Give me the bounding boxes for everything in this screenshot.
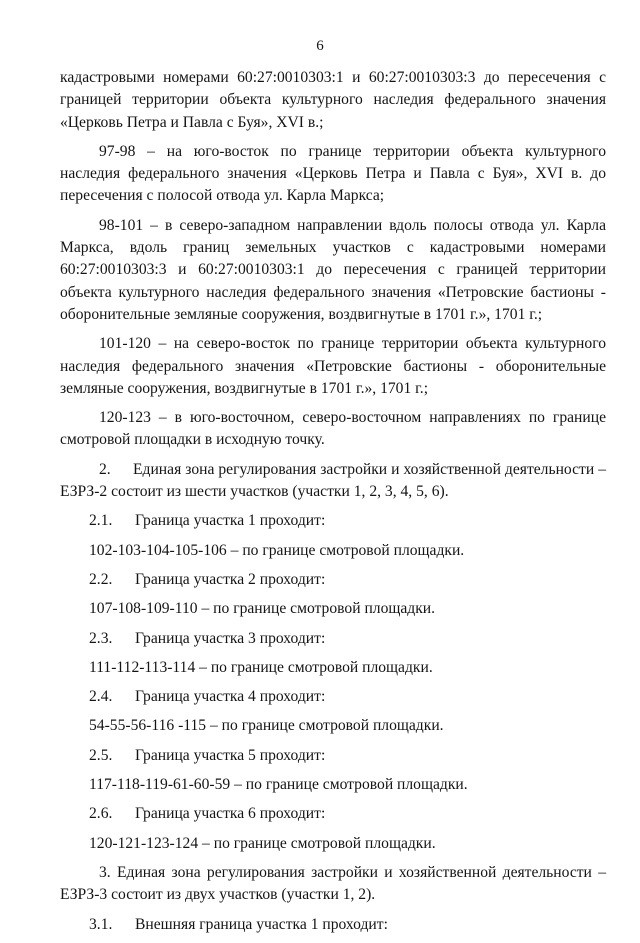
subsection-route: 54-55-56-116 -115 – по границе смотровой площадки. xyxy=(89,717,444,735)
section-2-heading-text: Единая зона регулирования застройки и хозяйственной деятельности – xyxy=(133,460,606,478)
subsection-heading xyxy=(60,745,606,767)
paragraph-segment-101-120: 101-120 – на северо-восток по границе территории объекта культурного наследия федерального значения «Петровские бастионы - оборонительные земляные сооружения, воздвигнутые в 1701 г.», 1701 г.; xyxy=(60,335,606,397)
subsection-2-6 xyxy=(60,803,606,855)
subsection-route: 102-103-104-105-106 – по границе смотровой площадки. xyxy=(89,541,465,559)
subsection-title: Внешняя граница участка 1 проходит: xyxy=(135,915,388,933)
paragraph-segment-97-98: 97-98 – на юго-восток по границе территории объекта культурного наследия федерального значения «Церковь Петра и Павла с Буя», XVI в. до пересечения с полосой отвода ул. Карла Маркса; xyxy=(60,142,606,205)
section-2-continuation: ЕЗРЗ-2 состоит из шести участков (участки 1, 2, 3, 4, 5, 6). xyxy=(60,483,449,501)
subsection-title: Граница участка 6 проходит: xyxy=(135,805,326,823)
paragraph-segment-98-101: 98-101 – в северо-западном направлении вдоль полосы отвода ул. Карла Маркса, вдоль границ земельных участков с кадастровыми номерами 60:27:0010303:3 и 60:27:0010303:1 до пересечения с границей территории объекта культурного наследия федерального значения «Петровские бастионы - оборонительные земляные сооружения, воздвигнутые в 1701 г.», 1701 г.; xyxy=(60,216,606,323)
subsection-title: Граница участка 2 проходит: xyxy=(135,570,326,588)
subsection-2-5 xyxy=(60,745,606,797)
document-body xyxy=(60,67,606,943)
subsection-title: Граница участка 3 проходит: xyxy=(135,629,326,647)
subsection-title: Граница участка 5 проходит: xyxy=(135,746,326,764)
subsection-number: 2.3. xyxy=(89,629,113,647)
section-2-heading xyxy=(60,459,606,481)
subsection-route: 107-108-109-110 – по границе смотровой площадки. xyxy=(89,600,436,618)
subsection-route: 111-112-113-114 – по границе смотровой площадки. xyxy=(89,658,433,676)
page-number: 6 xyxy=(316,38,324,54)
subsection-title: Граница участка 4 проходит: xyxy=(135,688,326,706)
subsection-number: 2.5. xyxy=(89,746,113,764)
section-3-paragraph: 3. Единая зона регулирования застройки и хозяйственной деятельности – ЕЗРЗ-3 состоит из двух участков (участки 1, 2). xyxy=(60,863,606,904)
subsection-heading xyxy=(60,803,606,825)
subsection-heading xyxy=(60,628,606,650)
section-2-number: 2. xyxy=(99,460,111,478)
subsection-title: Граница участка 1 проходит: xyxy=(135,512,326,530)
subsection-2-1 xyxy=(60,510,606,562)
subsection-number: 2.4. xyxy=(89,688,113,706)
paragraph-segment-120-123: 120-123 – в юго-восточном, северо-восточном направлениях по границе смотровой площадки в исходную точку. xyxy=(60,409,606,449)
subsection-2-3 xyxy=(60,628,606,680)
subsection-2-2 xyxy=(60,569,606,621)
subsection-3-1-heading xyxy=(60,914,606,936)
subsection-2-4 xyxy=(60,686,606,738)
subsection-heading xyxy=(60,569,606,591)
subsection-route: 120-121-123-124 – по границе смотровой площадки. xyxy=(89,834,436,852)
subsection-heading xyxy=(60,686,606,708)
subsection-number: 3.1. xyxy=(89,915,113,933)
subsection-number: 2.1. xyxy=(89,512,113,530)
subsection-number: 2.2. xyxy=(89,570,113,588)
subsection-route: 117-118-119-61-60-59 – по границе смотровой площадки. xyxy=(89,776,468,794)
paragraph-continuation: кадастровыми номерами 60:27:0010303:1 и 60:27:0010303:3 до пересечения с границей территории объекта культурного наследия федерального значения «Церковь Петра и Павла с Буя», XVI в.; xyxy=(60,69,606,131)
subsection-heading xyxy=(60,510,606,532)
subsection-number: 2.6. xyxy=(89,805,113,823)
section-2 xyxy=(60,459,606,504)
